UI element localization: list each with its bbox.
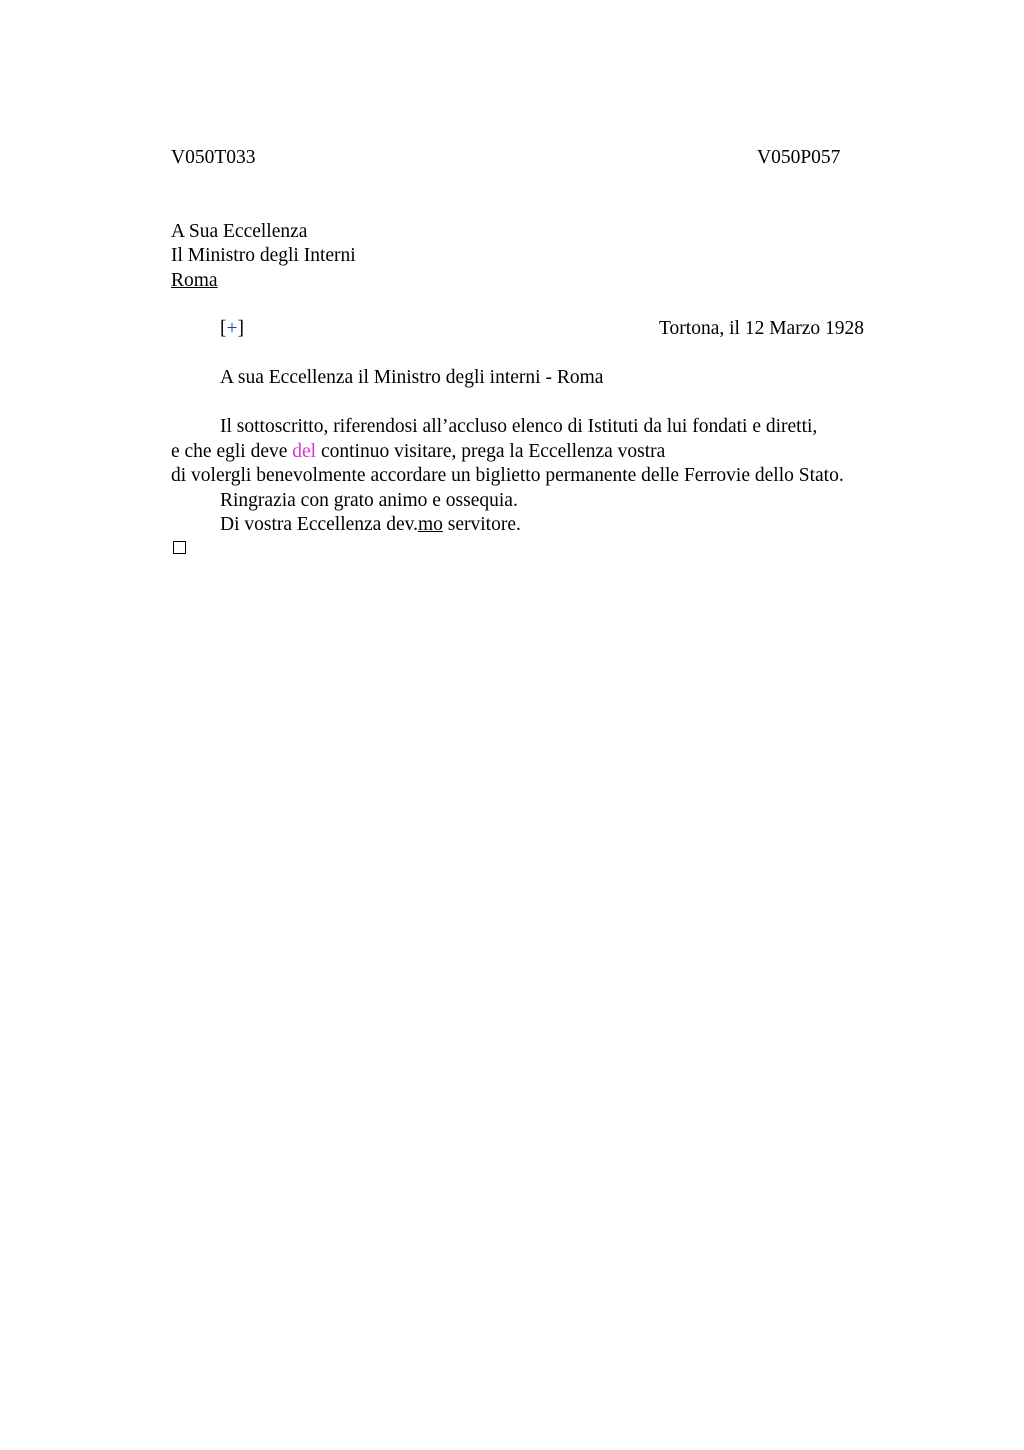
bracket-open: [ — [220, 318, 227, 339]
address-line-3: Roma — [171, 270, 218, 291]
body-line-5 — [220, 513, 521, 537]
document-code-left: V050T033 — [171, 147, 256, 168]
body-line-2-end: continuo visitare, prega la Eccellenza vostra — [316, 441, 666, 462]
body-line-2 — [171, 440, 665, 464]
document-code-right: V050P057 — [757, 147, 841, 168]
highlighted-word: del — [292, 441, 317, 462]
closing-end: servitore. — [442, 514, 521, 535]
address-line-1: A Sua Eccellenza — [171, 221, 308, 242]
body-line-4: Ringrazia con grato animo e ossequia. — [220, 490, 518, 511]
editorial-mark — [220, 317, 244, 341]
place-date: Tortona, il 12 Marzo 1928 — [659, 318, 864, 339]
body-line-1: Il sottoscritto, riferendosi all’accluso elenco di Istituti da lui fondati e diretti, — [220, 416, 818, 437]
body-line-3: di volergli benevolmente accordare un biglietto permanente delle Ferrovie dello Stato. — [171, 465, 844, 486]
salutation: A sua Eccellenza il Ministro degli interni - Roma — [220, 367, 604, 388]
square-box-icon — [173, 541, 186, 554]
address-line-2: Il Ministro degli Interni — [171, 245, 356, 266]
plus-mark: + — [226, 318, 238, 339]
closing-abbreviation: mo — [417, 514, 443, 535]
body-line-2-start: e che egli deve — [171, 441, 293, 462]
closing-start: Di vostra Eccellenza dev. — [220, 514, 418, 535]
bracket-close: ] — [237, 318, 244, 339]
